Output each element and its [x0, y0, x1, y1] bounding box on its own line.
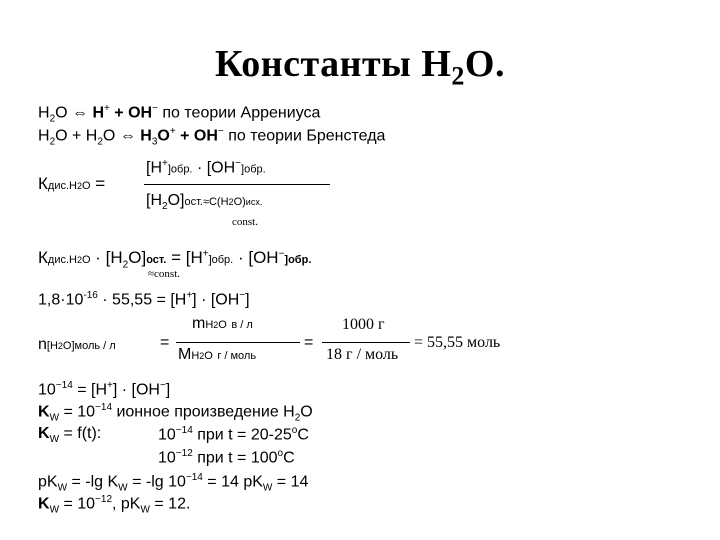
arrhenius-equation: $H_2O$ ⇔ H+ + OH− по теории Аррениуса — [38, 103, 321, 125]
ionic-product-equation: $10^{-14} = [H^+] \cdot [OH^-]$ — [38, 380, 171, 399]
equilibrium-arrow-icon: ⇔ — [72, 104, 89, 122]
ionic-product-definition: $K_W = 10^{-14}$ ионное произведение $H_2O$ — [38, 402, 313, 424]
slide-title: Константы $Н_2О$. — [215, 43, 505, 91]
kw-value-100c: $10^{-12}$ при $t = 100^oC$ — [158, 448, 295, 467]
equilibrium-arrow-icon: ⇔ — [119, 127, 136, 145]
bronsted-equation: $H_2O + H_2O$ ⇔ $H_3O^+ + OH^-$ по теории Бренстеда — [38, 126, 386, 148]
pkw-calculation: $pK_W = -\lg$ $K_W = -\lg$ $10^{-14} = 14$ $pK_W = 14$ — [38, 472, 309, 494]
kw-value-25c: $10^{-14}$ при $t = 20-25^oC$ — [158, 425, 309, 444]
kw-temperature-function: $K_W = f(t)$: — [38, 425, 102, 446]
water-product-calculation: $1,8\cdot 10^{-16} \cdot 55,55 = [H^+] \cdot [OH^-]$ — [38, 290, 250, 309]
pkw-at-100c: $K_W = 10^{-12}$, $pK_W = 12$. — [38, 494, 191, 516]
